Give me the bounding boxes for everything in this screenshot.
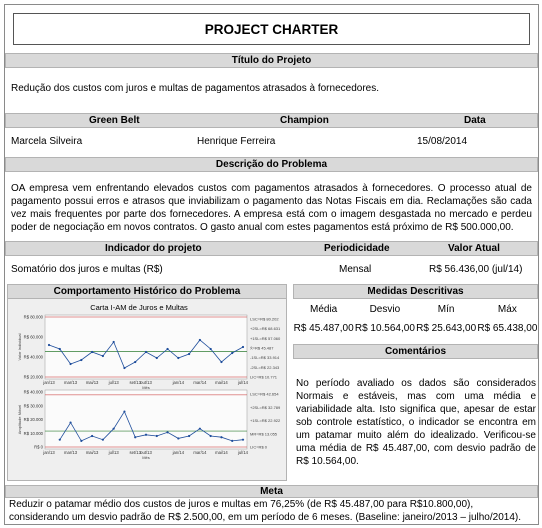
comments-header: Comentários: [293, 344, 538, 359]
x-tick-label: jan/14: [172, 450, 185, 455]
current-value-label: Valor Atual: [448, 243, 500, 254]
problem-text: OA empresa vem enfrentando elevados custos com pagamentos atrasados à fornecedores. O processo atual de pagamento possui erros e atrasos que inviabilizam o pagamento das Notas Fiscais em dia. Reclamações são cada vez mais frequentes por parte dos fornecedores. A empresa está com o imagem desgastada no mercado e perdeu poder de negociação em novos contratos. O gasto anual com estes pagamentos está próximo de R$ 500.000,00.: [11, 183, 532, 233]
data-point: [59, 439, 61, 441]
x-tick-label: jul/14: [237, 380, 249, 385]
x-tick-label: mai/14: [215, 380, 228, 385]
limit-annotation: LIC=R$ 0: [250, 444, 268, 450]
limit-annotation: LIC=R$ 10.771: [250, 374, 278, 380]
data-point: [231, 352, 233, 354]
x-tick-label: mar/13: [64, 450, 78, 455]
data-point: [188, 435, 190, 437]
champion-label: Champion: [280, 115, 329, 126]
limit-annotation: LSC=R$ 42.654: [250, 391, 279, 397]
limit-annotation: +1SL=R$ 57.060: [250, 335, 281, 341]
data-point: [59, 348, 61, 350]
data-point: [199, 339, 201, 341]
data-point: [91, 351, 93, 353]
stats-header: Medidas Descritivas: [293, 284, 538, 299]
x-axis-label: Mês: [142, 455, 150, 460]
data-point: [177, 437, 179, 439]
comments-text: No período avaliado os dados são considerados Normais e estáveis, mas com uma média e variabilidade alta. Isto significa que, apesar de estar sob controle estatístico, o indicador se encontra em um patamar muito além do idealizado. Verificou-se uma média de R$ 45.487,00, com desvio padrão de R$ 10.564,00.: [296, 378, 536, 467]
y-axis-label: Amplitude Móvel: [17, 404, 22, 435]
limit-annotation: -1SL=R$ 33.914: [250, 355, 280, 361]
data-point: [48, 344, 50, 346]
data-point: [80, 440, 82, 442]
goal-header: Meta: [5, 485, 538, 498]
x-tick-label: set/13: [129, 450, 141, 455]
page-title: PROJECT CHARTER: [13, 13, 530, 45]
x-tick-label: mai/13: [85, 450, 99, 455]
data-point: [177, 357, 179, 359]
stats-header-stddev: Desvio: [369, 304, 401, 315]
data-point: [166, 431, 168, 433]
x-axis-label: Mês: [142, 385, 150, 390]
data-point: [69, 421, 71, 423]
stats-value-stddev: R$ 10.564,00: [354, 323, 415, 334]
limit-annotation: +2SL=R$ 32.789: [250, 404, 281, 410]
indicator-header: [5, 241, 538, 256]
data-point: [220, 361, 222, 363]
y-tick-label: R$ 60.000: [23, 334, 43, 340]
data-point: [134, 436, 136, 438]
project-charter: [4, 4, 539, 525]
x-tick-label: jul/14: [237, 450, 249, 455]
limit-annotation: MR=R$ 13.055: [250, 431, 278, 437]
history-panel: [7, 284, 287, 481]
plot-area-individual: [45, 315, 247, 379]
indicator-value: Somatório dos juros e multas (R$): [11, 264, 163, 275]
data-point: [242, 346, 244, 348]
data-point: [156, 357, 158, 359]
project-title-value: Redução dos custos com juros e multas de pagamentos atrasados à fornecedores.: [11, 83, 379, 94]
x-tick-label: jan/13: [43, 380, 55, 385]
data-point: [166, 348, 168, 350]
stats-value-max: R$ 65.438,00: [477, 323, 538, 334]
data-point: [113, 341, 115, 343]
champion-value: Henrique Ferreira: [197, 136, 276, 147]
limit-annotation: LSC=R$ 80.202: [250, 316, 279, 322]
y-axis-label: Valor Individual: [17, 333, 22, 361]
data-point: [123, 367, 125, 369]
x-tick-label: jul/13: [108, 380, 119, 385]
y-tick-label: R$ 20.000: [23, 417, 43, 422]
data-point: [210, 435, 212, 437]
x-tick-label: out/13: [140, 450, 152, 455]
stats-table: [293, 303, 538, 335]
control-chart: [11, 299, 282, 479]
stats-header-max: Máx: [497, 304, 517, 315]
stats-value-mean: R$ 45.487,00: [293, 323, 354, 334]
data-point: [91, 435, 93, 437]
data-point: [113, 428, 115, 430]
x-tick-label: jan/13: [43, 450, 55, 455]
limit-annotation: +2SL=R$ 68.631: [250, 326, 281, 332]
data-point: [156, 435, 158, 437]
data-point: [188, 353, 190, 355]
data-point: [242, 439, 244, 441]
data-point: [210, 348, 212, 350]
data-point: [80, 359, 82, 361]
project-title-header: Título do Projeto: [5, 53, 538, 68]
period-label: Periodicidade: [324, 243, 390, 254]
date-label: Data: [464, 115, 486, 126]
y-tick-label: R$ 40.000: [23, 389, 43, 395]
data-point: [231, 440, 233, 442]
data-point: [199, 428, 201, 430]
goal-text: Reduzir o patamar médio dos custos de juros e multas em 76,25% (de R$ 45.487,00 para R$10.800,00), considerando um desvio padrão de R$ 2.500,00, em um período de 6 meses. (Baseline: janeiro/2013 – julho/2014).: [9, 499, 521, 523]
x-tick-label: jul/13: [108, 450, 119, 455]
history-header: Comportamento Histórico do Problema: [7, 284, 287, 299]
y-tick-label: R$ 10.000: [23, 430, 43, 436]
green-belt-label: Green Belt: [89, 115, 140, 126]
y-tick-label: R$ 40.000: [23, 354, 43, 360]
data-point: [102, 439, 104, 441]
stats-value-min: R$ 25.643,00: [416, 323, 477, 334]
y-tick-label: R$ 20.000: [23, 374, 43, 380]
y-tick-label: R$ 0: [34, 444, 43, 450]
data-point: [220, 436, 222, 438]
stats-header-min: Mín: [437, 304, 455, 315]
current-value: R$ 56.436,00 (jul/14): [429, 264, 523, 275]
data-point: [69, 363, 71, 365]
stats-header-mean: Média: [310, 304, 338, 315]
data-point: [102, 355, 104, 357]
chart-title: Carta I-AM de Juros e Multas: [90, 303, 188, 312]
data-point: [145, 434, 147, 436]
period-value: Mensal: [339, 264, 372, 275]
limit-annotation: -2SL=R$ 22.343: [250, 364, 280, 370]
data-point: [145, 351, 147, 353]
indicator-label: Indicador do projeto: [105, 243, 202, 254]
y-tick-label: R$ 80.000: [23, 314, 43, 320]
x-tick-label: mai/13: [85, 380, 99, 385]
date-value: 15/08/2014: [417, 136, 468, 147]
y-tick-label: R$ 30.000: [23, 403, 43, 409]
x-tick-label: out/13: [140, 380, 152, 385]
green-belt-value: Marcela Silveira: [11, 136, 83, 147]
x-tick-label: jan/14: [172, 380, 185, 385]
data-point: [134, 361, 136, 363]
limit-annotation: X̄=R$ 45.487: [250, 345, 274, 351]
plot-area-moving-range: [45, 390, 247, 449]
x-tick-label: mai/14: [215, 450, 228, 455]
limit-annotation: +1SL=R$ 22.922: [250, 418, 281, 423]
data-point: [123, 410, 125, 412]
problem-header: Descrição do Problema: [5, 157, 538, 172]
x-tick-label: mar/14: [193, 450, 207, 455]
x-tick-label: mar/13: [64, 380, 78, 385]
x-tick-label: mar/14: [193, 380, 207, 385]
team-header: [5, 113, 538, 128]
x-tick-label: set/13: [129, 380, 141, 385]
